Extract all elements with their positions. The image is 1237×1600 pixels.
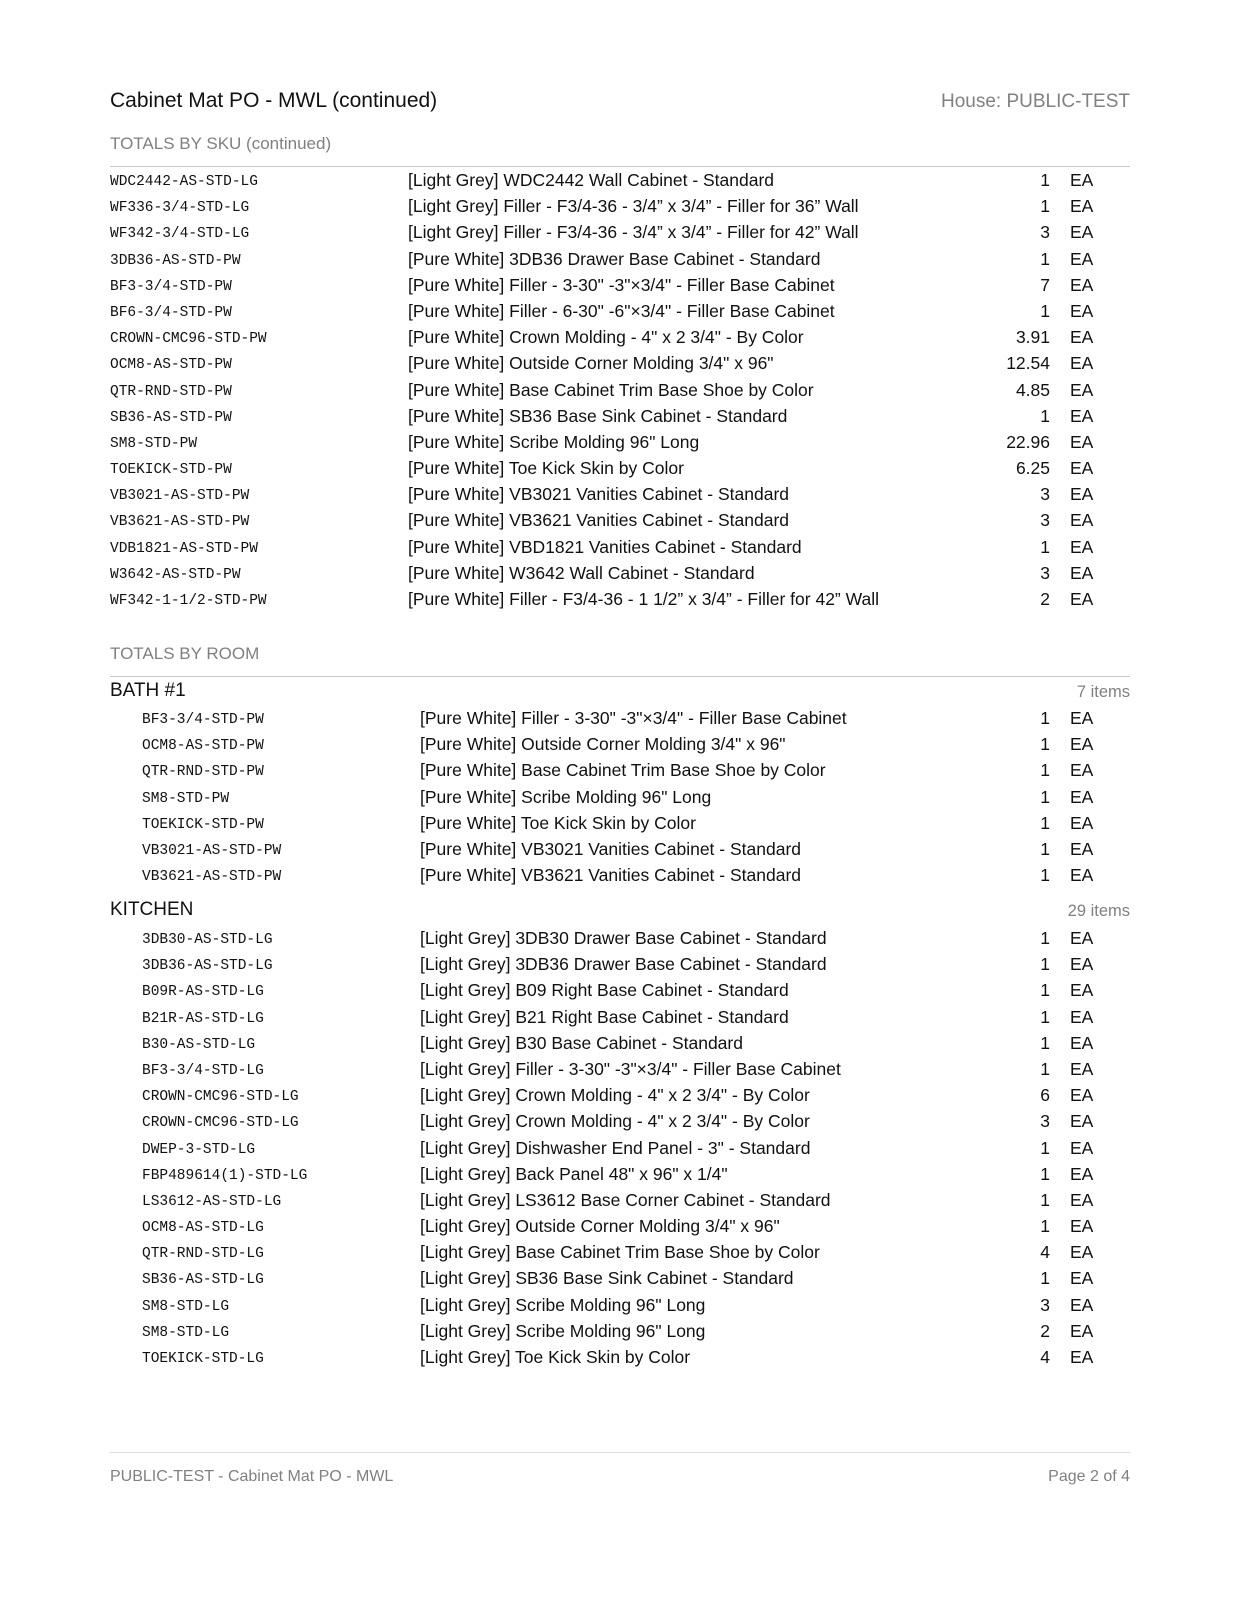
unit-cell: EA <box>1070 760 1094 781</box>
page-footer <box>110 1468 1130 1486</box>
sku-cell: CROWN-CMC96-STD-LG <box>142 1089 299 1106</box>
table-row <box>110 1188 1130 1214</box>
quantity-cell: 1 <box>1040 1058 1050 1079</box>
sku-cell: SM8-STD-PW <box>110 435 198 452</box>
unit-cell: EA <box>1070 458 1094 479</box>
description-cell: [Pure White] Base Cabinet Trim Base Shoe by Color <box>420 760 826 781</box>
sku-cell: OCM8-AS-STD-PW <box>110 357 232 374</box>
table-row <box>110 1083 1130 1109</box>
description-cell: [Light Grey] Crown Molding - 4" x 2 3/4" - By Color <box>420 1111 810 1132</box>
unit-cell: EA <box>1070 484 1094 505</box>
sku-cell: BF3-3/4-STD-PW <box>110 278 232 295</box>
unit-cell: EA <box>1070 838 1094 859</box>
quantity-cell: 1 <box>1040 1032 1050 1053</box>
description-cell: [Light Grey] WDC2442 Wall Cabinet - Standard <box>408 170 775 190</box>
room-section-label: TOTALS BY ROOM <box>110 644 260 663</box>
unit-cell: EA <box>1070 865 1094 886</box>
description-cell: [Light Grey] B09 Right Base Cabinet - Standard <box>420 980 789 1001</box>
unit-cell: EA <box>1070 405 1094 426</box>
quantity-cell: 3 <box>1040 222 1050 243</box>
table-row <box>110 926 1130 952</box>
description-cell: [Pure White] Filler - 3-30" -3"×3/4" - Filler Base Cabinet <box>420 708 847 728</box>
description-cell: [Pure White] VBD1821 Vanities Cabinet - Standard <box>408 536 802 557</box>
description-cell: [Light Grey] Outside Corner Molding 3/4" x 96" <box>420 1216 780 1237</box>
table-row <box>110 1266 1130 1292</box>
quantity-cell: 1 <box>1040 1189 1050 1210</box>
sku-cell: B30-AS-STD-LG <box>142 1036 256 1053</box>
sku-cell: WDC2442-AS-STD-LG <box>110 174 258 190</box>
room-item-count: 29 items <box>1067 902 1130 920</box>
table-row <box>110 1345 1130 1371</box>
quantity-cell: 3 <box>1040 1111 1050 1132</box>
description-cell: [Light Grey] LS3612 Base Corner Cabinet - Standard <box>420 1189 831 1210</box>
quantity-cell: 7 <box>1040 274 1050 295</box>
sku-cell: SB36-AS-STD-LG <box>142 1272 264 1289</box>
table-row <box>110 535 1130 561</box>
sku-cell: WF342-1-1/2-STD-PW <box>110 593 267 609</box>
unit-cell: EA <box>1070 510 1094 531</box>
quantity-cell: 1 <box>1040 865 1050 886</box>
sku-cell: SM8-STD-LG <box>142 1298 230 1315</box>
quantity-cell: 1 <box>1040 708 1050 728</box>
table-row <box>110 952 1130 978</box>
description-cell: [Light Grey] Filler - F3/4-36 - 3/4” x 3/4” - Filler for 42” Wall <box>408 222 859 243</box>
sku-cell: SM8-STD-PW <box>142 790 230 807</box>
description-cell: [Light Grey] 3DB30 Drawer Base Cabinet - Standard <box>420 928 827 948</box>
quantity-cell: 3 <box>1040 1294 1050 1315</box>
sku-cell: 3DB36-AS-STD-LG <box>142 958 273 975</box>
unit-cell: EA <box>1070 1294 1094 1315</box>
table-row <box>110 456 1130 482</box>
sku-cell: WF336-3/4-STD-LG <box>110 200 250 217</box>
unit-cell: EA <box>1070 274 1094 295</box>
quantity-cell: 1 <box>1040 760 1050 781</box>
unit-cell: EA <box>1070 222 1094 243</box>
sku-cell: FBP489614(1)-STD-LG <box>142 1167 308 1184</box>
table-row <box>110 508 1130 534</box>
description-cell: [Light Grey] B30 Base Cabinet - Standard <box>420 1032 743 1053</box>
description-cell: [Pure White] SB36 Base Sink Cabinet - Standard <box>408 405 788 426</box>
sku-cell: TOEKICK-STD-PW <box>110 462 232 479</box>
description-cell: [Light Grey] Toe Kick Skin by Color <box>420 1347 691 1367</box>
sku-cell: QTR-RND-STD-LG <box>142 1246 264 1263</box>
sku-cell: SM8-STD-LG <box>142 1324 230 1341</box>
quantity-cell: 3 <box>1040 484 1050 505</box>
quantity-cell: 2 <box>1040 589 1050 609</box>
sku-cell: VB3021-AS-STD-PW <box>142 842 282 859</box>
sku-cell: W3642-AS-STD-PW <box>110 566 241 583</box>
unit-cell: EA <box>1070 1006 1094 1027</box>
table-row <box>110 299 1130 325</box>
description-cell: [Pure White] VB3621 Vanities Cabinet - Standard <box>420 865 802 886</box>
sku-cell: OCM8-AS-STD-PW <box>142 738 264 755</box>
quantity-cell: 4 <box>1040 1242 1050 1263</box>
table-row <box>110 1031 1130 1057</box>
unit-cell: EA <box>1070 928 1094 948</box>
table-row <box>110 220 1130 246</box>
unit-cell: EA <box>1070 1111 1094 1132</box>
quantity-cell: 1 <box>1040 196 1050 217</box>
description-cell: [Pure White] Filler - F3/4-36 - 1 1/2” x 3/4” - Filler for 42” Wall <box>408 589 879 609</box>
table-row <box>110 1240 1130 1266</box>
description-cell: [Light Grey] Dishwasher End Panel - 3" - Standard <box>420 1137 811 1158</box>
quantity-cell: 1 <box>1040 786 1050 807</box>
table-row <box>110 561 1130 587</box>
sku-cell: SB36-AS-STD-PW <box>110 409 232 426</box>
description-cell: [Pure White] Outside Corner Molding 3/4" x 96" <box>420 734 786 755</box>
description-cell: [Light Grey] Filler - F3/4-36 - 3/4” x 3/4” - Filler for 36” Wall <box>408 196 859 217</box>
quantity-cell: 1 <box>1040 812 1050 833</box>
table-row <box>110 1109 1130 1135</box>
sku-cell: VB3021-AS-STD-PW <box>110 488 250 505</box>
description-cell: [Pure White] Filler - 3-30" -3"×3/4" - Filler Base Cabinet <box>408 274 835 295</box>
sku-cell: 3DB30-AS-STD-LG <box>142 932 273 948</box>
table-row <box>110 247 1130 273</box>
quantity-cell: 1 <box>1040 1137 1050 1158</box>
description-cell: [Light Grey] Crown Molding - 4" x 2 3/4" - By Color <box>420 1085 810 1106</box>
sku-cell: LS3612-AS-STD-LG <box>142 1193 282 1210</box>
room-header-kitchen <box>110 899 1130 927</box>
table-row <box>110 273 1130 299</box>
room-table-bath <box>110 706 1130 889</box>
sku-cell: BF3-3/4-STD-PW <box>142 712 264 728</box>
description-cell: [Pure White] Outside Corner Molding 3/4" x 96" <box>408 353 774 374</box>
sku-cell: QTR-RND-STD-PW <box>142 764 264 781</box>
quantity-cell: 1 <box>1040 954 1050 975</box>
quantity-cell: 1 <box>1040 1163 1050 1184</box>
sku-cell: DWEP-3-STD-LG <box>142 1141 256 1158</box>
footer-page-number: Page 2 of 4 <box>1048 1468 1130 1485</box>
quantity-cell: 4 <box>1040 1347 1050 1367</box>
description-cell: [Light Grey] SB36 Base Sink Cabinet - Standard <box>420 1268 794 1289</box>
sku-cell: 3DB36-AS-STD-PW <box>110 252 241 269</box>
quantity-cell: 1 <box>1040 1006 1050 1027</box>
quantity-cell: 4.85 <box>1015 379 1050 400</box>
quantity-cell: 1 <box>1040 980 1050 1001</box>
table-row <box>110 482 1130 508</box>
unit-cell: EA <box>1070 327 1094 348</box>
unit-cell: EA <box>1070 1137 1094 1158</box>
table-row <box>110 404 1130 430</box>
room-section-rule <box>110 676 1130 677</box>
table-row <box>110 1214 1130 1240</box>
description-cell: [Pure White] Filler - 6-30" -6"×3/4" - Filler Base Cabinet <box>408 300 835 321</box>
description-cell: [Pure White] VB3021 Vanities Cabinet - Standard <box>408 484 790 505</box>
room-header-bath <box>110 680 1130 708</box>
quantity-cell: 1 <box>1040 838 1050 859</box>
sku-cell: BF3-3/4-STD-LG <box>142 1062 264 1079</box>
quantity-cell: 1 <box>1040 1216 1050 1237</box>
unit-cell: EA <box>1070 980 1094 1001</box>
quantity-cell: 3 <box>1040 510 1050 531</box>
table-row <box>110 1162 1130 1188</box>
unit-cell: EA <box>1070 170 1094 190</box>
quantity-cell: 1 <box>1040 170 1050 190</box>
quantity-cell: 1 <box>1040 248 1050 269</box>
quantity-cell: 22.96 <box>1006 431 1050 452</box>
description-cell: [Pure White] Base Cabinet Trim Base Shoe by Color <box>408 379 814 400</box>
sku-cell: WF342-3/4-STD-LG <box>110 226 250 243</box>
sku-table <box>110 168 1130 613</box>
unit-cell: EA <box>1070 786 1094 807</box>
unit-cell: EA <box>1070 353 1094 374</box>
room-name: BATH #1 <box>110 680 186 701</box>
description-cell: [Pure White] Toe Kick Skin by Color <box>408 458 684 479</box>
table-row <box>110 978 1130 1004</box>
document-title: Cabinet Mat PO - MWL (continued) <box>110 89 438 112</box>
quantity-cell: 6 <box>1040 1085 1050 1106</box>
sku-section-label: TOTALS BY SKU (continued) <box>110 134 332 153</box>
sku-section-rule <box>110 166 1130 167</box>
description-cell: [Light Grey] Scribe Molding 96" Long <box>420 1320 706 1341</box>
table-row <box>110 194 1130 220</box>
table-row <box>110 351 1130 377</box>
description-cell: [Light Grey] 3DB36 Drawer Base Cabinet - Standard <box>420 954 827 975</box>
unit-cell: EA <box>1070 379 1094 400</box>
description-cell: [Pure White] 3DB36 Drawer Base Cabinet - Standard <box>408 248 821 269</box>
room-table-kitchen <box>110 926 1130 1371</box>
table-row <box>110 168 1130 194</box>
unit-cell: EA <box>1070 562 1094 583</box>
quantity-cell: 3.91 <box>1015 327 1050 348</box>
description-cell: [Light Grey] Base Cabinet Trim Base Shoe by Color <box>420 1242 820 1263</box>
sku-cell: VB3621-AS-STD-PW <box>110 514 250 531</box>
table-row <box>110 863 1130 889</box>
table-row <box>110 785 1130 811</box>
description-cell: [Light Grey] B21 Right Base Cabinet - Standard <box>420 1006 789 1027</box>
unit-cell: EA <box>1070 708 1094 728</box>
unit-cell: EA <box>1070 812 1094 833</box>
unit-cell: EA <box>1070 1320 1094 1341</box>
unit-cell: EA <box>1070 536 1094 557</box>
table-row <box>110 325 1130 351</box>
sku-cell: BF6-3/4-STD-PW <box>110 304 232 321</box>
sku-cell: CROWN-CMC96-STD-PW <box>110 331 267 348</box>
table-row <box>110 758 1130 784</box>
footer-doc-name: PUBLIC-TEST - Cabinet Mat PO - MWL <box>110 1468 394 1485</box>
unit-cell: EA <box>1070 734 1094 755</box>
unit-cell: EA <box>1070 954 1094 975</box>
unit-cell: EA <box>1070 1085 1094 1106</box>
room-name: KITCHEN <box>110 899 194 920</box>
quantity-cell: 1 <box>1040 405 1050 426</box>
table-row <box>110 811 1130 837</box>
description-cell: [Pure White] VB3021 Vanities Cabinet - Standard <box>420 838 802 859</box>
unit-cell: EA <box>1070 248 1094 269</box>
footer-rule <box>110 1452 1130 1453</box>
unit-cell: EA <box>1070 431 1094 452</box>
house-label: House: PUBLIC-TEST <box>941 91 1130 112</box>
table-row <box>110 1057 1130 1083</box>
sku-cell: VB3621-AS-STD-PW <box>142 869 282 886</box>
sku-cell: OCM8-AS-STD-LG <box>142 1220 264 1237</box>
description-cell: [Light Grey] Back Panel 48" x 96" x 1/4" <box>420 1163 728 1184</box>
table-row <box>110 430 1130 456</box>
sku-cell: TOEKICK-STD-LG <box>142 1351 264 1367</box>
sku-cell: QTR-RND-STD-PW <box>110 383 232 400</box>
table-row <box>110 706 1130 732</box>
sku-cell: B21R-AS-STD-LG <box>142 1010 264 1027</box>
quantity-cell: 12.54 <box>1006 353 1050 374</box>
unit-cell: EA <box>1070 589 1094 609</box>
sku-cell: B09R-AS-STD-LG <box>142 984 264 1001</box>
description-cell: [Pure White] Crown Molding - 4" x 2 3/4" - By Color <box>408 327 804 348</box>
table-row <box>110 732 1130 758</box>
table-row <box>110 1136 1130 1162</box>
page-header <box>110 89 1130 113</box>
unit-cell: EA <box>1070 1032 1094 1053</box>
table-row <box>110 378 1130 404</box>
table-row <box>110 1005 1130 1031</box>
quantity-cell: 2 <box>1040 1320 1050 1341</box>
quantity-cell: 1 <box>1040 1268 1050 1289</box>
description-cell: [Pure White] VB3621 Vanities Cabinet - Standard <box>408 510 790 531</box>
table-row <box>110 1319 1130 1345</box>
unit-cell: EA <box>1070 1189 1094 1210</box>
description-cell: [Pure White] Toe Kick Skin by Color <box>420 812 696 833</box>
sku-cell: VDB1821-AS-STD-PW <box>110 540 258 557</box>
table-row <box>110 837 1130 863</box>
unit-cell: EA <box>1070 1058 1094 1079</box>
sku-cell: TOEKICK-STD-PW <box>142 816 264 833</box>
sku-cell: CROWN-CMC96-STD-LG <box>142 1115 299 1132</box>
quantity-cell: 6.25 <box>1015 458 1050 479</box>
room-item-count: 7 items <box>1076 683 1130 701</box>
table-row <box>110 1293 1130 1319</box>
table-row <box>110 587 1130 613</box>
unit-cell: EA <box>1070 1268 1094 1289</box>
description-cell: [Pure White] W3642 Wall Cabinet - Standard <box>408 562 755 583</box>
unit-cell: EA <box>1070 1242 1094 1263</box>
quantity-cell: 1 <box>1040 928 1050 948</box>
quantity-cell: 1 <box>1040 734 1050 755</box>
unit-cell: EA <box>1070 196 1094 217</box>
quantity-cell: 1 <box>1040 300 1050 321</box>
quantity-cell: 1 <box>1040 536 1050 557</box>
quantity-cell: 3 <box>1040 562 1050 583</box>
description-cell: [Pure White] Scribe Molding 96" Long <box>408 431 700 452</box>
description-cell: [Light Grey] Scribe Molding 96" Long <box>420 1294 706 1315</box>
document-page <box>110 0 1130 1600</box>
description-cell: [Pure White] Scribe Molding 96" Long <box>420 786 712 807</box>
unit-cell: EA <box>1070 1216 1094 1237</box>
unit-cell: EA <box>1070 300 1094 321</box>
description-cell: [Light Grey] Filler - 3-30" -3"×3/4" - Filler Base Cabinet <box>420 1058 841 1079</box>
unit-cell: EA <box>1070 1347 1094 1367</box>
unit-cell: EA <box>1070 1163 1094 1184</box>
